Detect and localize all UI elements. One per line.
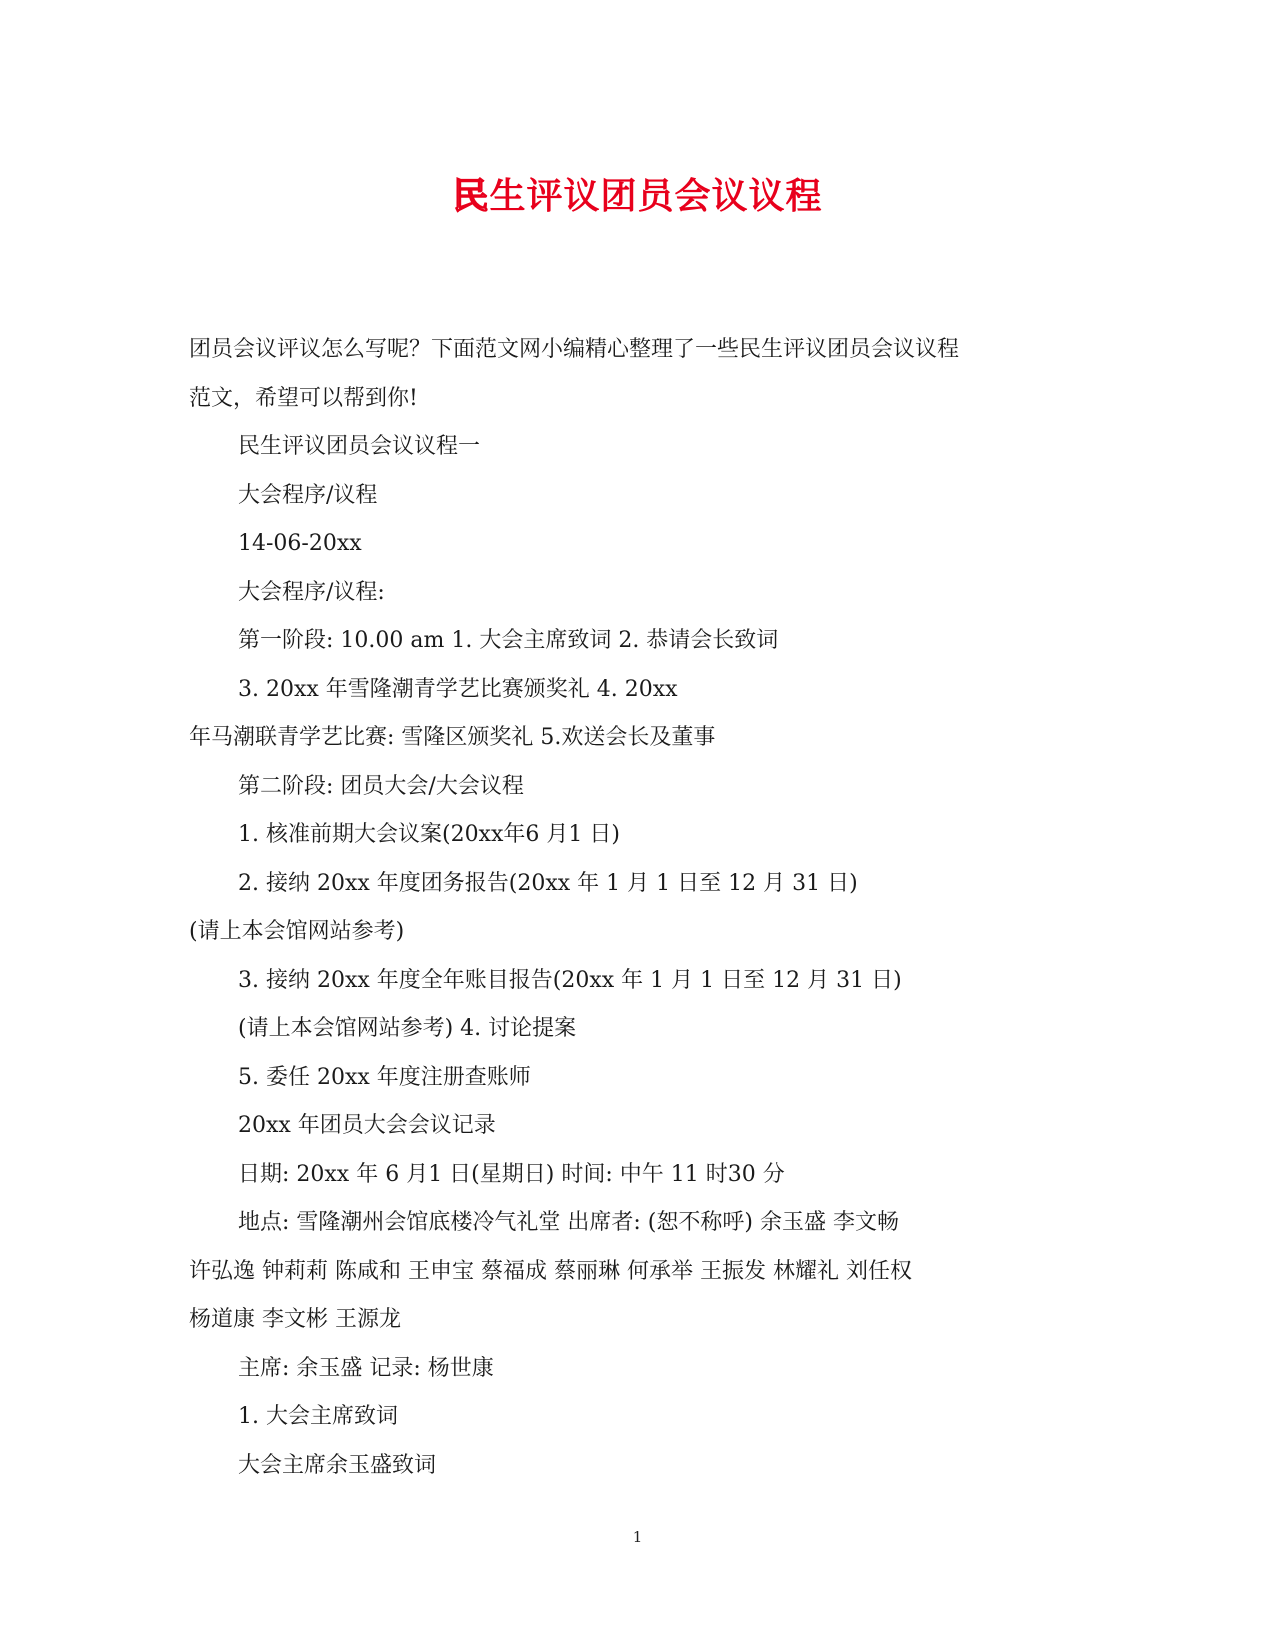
paragraph-line: 主席: 余玉盛 记录: 杨世康 — [238, 1355, 494, 1381]
paragraph-line: (请上本会馆网站参考) — [189, 919, 405, 944]
paragraph-line: 年马潮联青学艺比赛: 雪隆区颁奖礼 5.欢送会长及董事 — [189, 725, 716, 750]
paragraph-line: 大会程序/议程 — [238, 482, 378, 508]
paragraph-line: 第一阶段: 10.00 am 1. 大会主席致词 2. 恭请会长致词 — [238, 628, 779, 653]
title-rest: 生评议团员会议议程 — [489, 175, 823, 217]
paragraph-line: 5. 委任 20xx 年度注册查账师 — [238, 1064, 531, 1090]
paragraph-line: 团员会议评议怎么写呢？下面范文网小编精心整理了一些民生评议团员会议议程 — [189, 337, 960, 362]
paragraph-line: 1. 核准前期大会议案(20xx年6 月1 日) — [238, 822, 620, 847]
paragraph-line: 地点: 雪隆潮州会馆底楼冷气礼堂 出席者: (恕不称呼) 余玉盛 李文畅 — [238, 1210, 899, 1235]
paragraph-line: 3. 接纳 20xx 年度全年账目报告(20xx 年 1 月 1 日至 12 月 31 日) — [238, 967, 902, 993]
paragraph-line: 大会主席余玉盛致词 — [238, 1452, 437, 1478]
paragraph-line: 3. 20xx 年雪隆潮青学艺比赛颁奖礼 4. 20xx — [238, 676, 678, 702]
paragraph-line: 民生评议团员会议议程一 — [238, 434, 481, 459]
paragraph-line: 1. 大会主席致词 — [238, 1404, 398, 1429]
paragraph-line: 杨道康 李文彬 王源龙 — [189, 1307, 401, 1332]
paragraph-line: 日期: 20xx 年 6 月1 日(星期日) 时间: 中午 11 时30 分 — [238, 1161, 785, 1187]
paragraph-line: (请上本会馆网站参考) 4. 讨论提案 — [238, 1016, 577, 1041]
paragraph-line: 范文，希望可以帮到你! — [189, 385, 418, 411]
paragraph-line: 14-06-20xx — [238, 531, 362, 556]
document-body — [189, 326, 1069, 1490]
document-title — [0, 168, 1275, 219]
paragraph-line: 2. 接纳 20xx 年度团务报告(20xx 年 1 月 1 日至 12 月 31 日) — [238, 870, 858, 896]
paragraph-line: 许弘逸 钟莉莉 陈咸和 王申宝 蔡福成 蔡丽琳 何承举 王振发 林耀礼 刘任权 — [189, 1258, 912, 1284]
page-number: 1 — [632, 1528, 643, 1546]
paragraph-line: 20xx 年团员大会会议记录 — [238, 1113, 496, 1138]
paragraph-line: 大会程序/议程: — [238, 579, 385, 605]
paragraph-line: 第二阶段: 团员大会/大会议程 — [238, 773, 524, 799]
title-first-char: 民 — [452, 175, 490, 217]
